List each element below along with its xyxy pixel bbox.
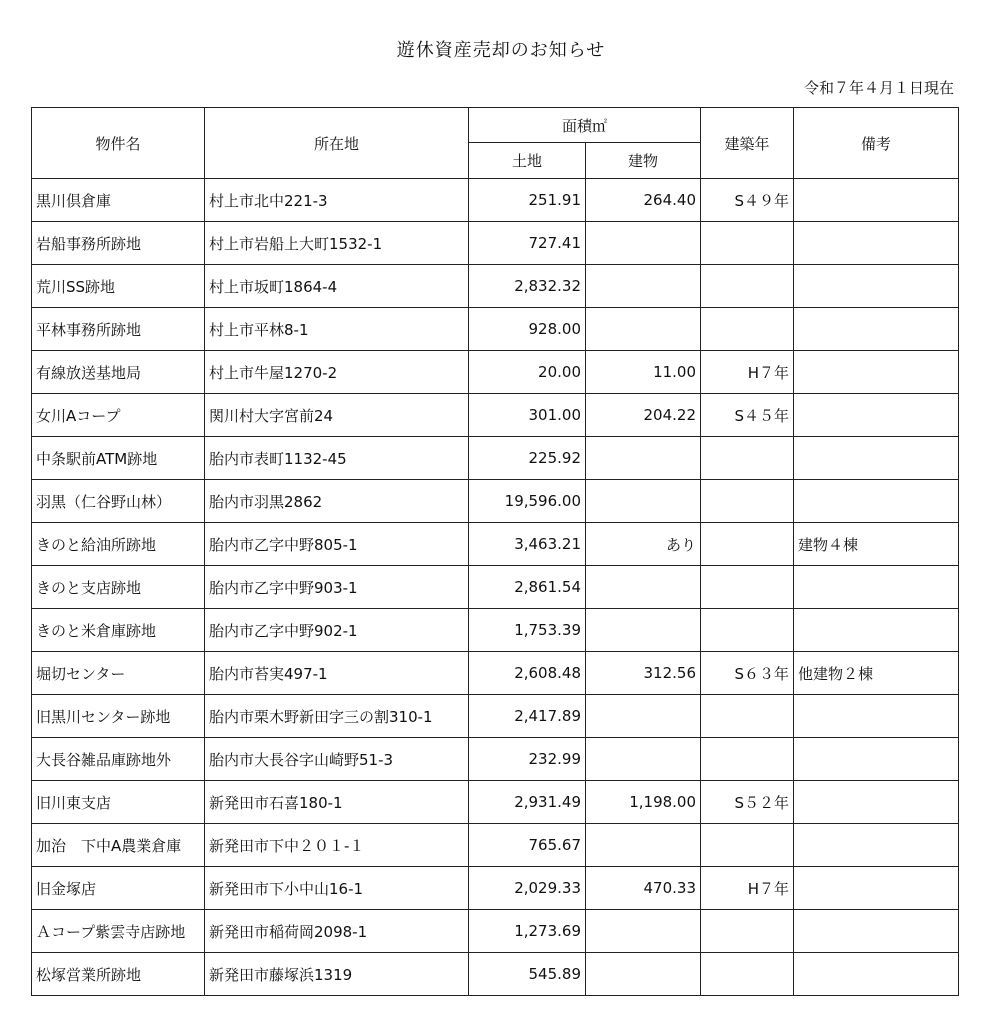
cell-building-area — [586, 738, 701, 781]
cell-land-area: 3,463.21 — [469, 523, 586, 566]
cell-building-area: 470.33 — [586, 867, 701, 910]
cell-location: 胎内市乙字中野903-1 — [205, 566, 469, 609]
cell-build-year: S５２年 — [701, 781, 794, 824]
cell-notes — [794, 824, 959, 867]
cell-building-area — [586, 953, 701, 996]
table-row — [32, 523, 959, 566]
header-area: 面積㎡ — [469, 108, 701, 143]
cell-land-area: 928.00 — [469, 308, 586, 351]
cell-building-area: 264.40 — [586, 179, 701, 222]
cell-name: 旧川東支店 — [32, 781, 205, 824]
cell-land-area: 19,596.00 — [469, 480, 586, 523]
cell-land-area: 1,753.39 — [469, 609, 586, 652]
cell-build-year — [701, 910, 794, 953]
cell-building-area: 11.00 — [586, 351, 701, 394]
cell-location: 胎内市乙字中野902-1 — [205, 609, 469, 652]
cell-build-year: S４９年 — [701, 179, 794, 222]
cell-location: 胎内市栗木野新田字三の割310-1 — [205, 695, 469, 738]
cell-building-area: 1,198.00 — [586, 781, 701, 824]
header-land: 土地 — [469, 143, 586, 179]
cell-location: 村上市坂町1864-4 — [205, 265, 469, 308]
table-row — [32, 910, 959, 953]
table-row — [32, 695, 959, 738]
cell-land-area: 2,029.33 — [469, 867, 586, 910]
table-row — [32, 394, 959, 437]
cell-notes — [794, 566, 959, 609]
cell-notes — [794, 781, 959, 824]
cell-location: 胎内市乙字中野805-1 — [205, 523, 469, 566]
cell-notes: 他建物２棟 — [794, 652, 959, 695]
cell-location: 村上市平林8-1 — [205, 308, 469, 351]
cell-build-year — [701, 437, 794, 480]
cell-location: 新発田市稲荷岡2098-1 — [205, 910, 469, 953]
cell-building-area: あり — [586, 523, 701, 566]
cell-building-area — [586, 222, 701, 265]
cell-build-year — [701, 695, 794, 738]
cell-notes — [794, 394, 959, 437]
cell-build-year: H７年 — [701, 351, 794, 394]
cell-land-area: 1,273.69 — [469, 910, 586, 953]
cell-name: きのと給油所跡地 — [32, 523, 205, 566]
cell-name: Ａコープ紫雲寺店跡地 — [32, 910, 205, 953]
cell-build-year — [701, 738, 794, 781]
cell-location: 胎内市表町1132-45 — [205, 437, 469, 480]
cell-notes — [794, 437, 959, 480]
cell-notes: 建物４棟 — [794, 523, 959, 566]
cell-name: 中条駅前ATM跡地 — [32, 437, 205, 480]
table-row — [32, 867, 959, 910]
cell-land-area: 765.67 — [469, 824, 586, 867]
cell-build-year — [701, 480, 794, 523]
table-row — [32, 308, 959, 351]
table-row — [32, 609, 959, 652]
cell-name: 堀切センター — [32, 652, 205, 695]
cell-location: 胎内市苔実497-1 — [205, 652, 469, 695]
cell-location: 村上市北中221-3 — [205, 179, 469, 222]
cell-name: きのと米倉庫跡地 — [32, 609, 205, 652]
cell-name: 旧黒川センター跡地 — [32, 695, 205, 738]
cell-build-year: S６３年 — [701, 652, 794, 695]
cell-notes — [794, 222, 959, 265]
cell-name: 松塚営業所跡地 — [32, 953, 205, 996]
header-building: 建物 — [586, 143, 701, 179]
cell-notes — [794, 953, 959, 996]
cell-build-year — [701, 953, 794, 996]
cell-location: 胎内市羽黒2862 — [205, 480, 469, 523]
cell-land-area: 232.99 — [469, 738, 586, 781]
cell-land-area: 2,832.32 — [469, 265, 586, 308]
cell-land-area: 2,608.48 — [469, 652, 586, 695]
cell-location: 関川村大字宮前24 — [205, 394, 469, 437]
header-year: 建築年 — [701, 108, 794, 179]
cell-build-year: H７年 — [701, 867, 794, 910]
cell-building-area — [586, 824, 701, 867]
cell-name: 平林事務所跡地 — [32, 308, 205, 351]
table-row — [32, 437, 959, 480]
page-title: 遊休資産売却のお知らせ — [396, 40, 606, 61]
cell-build-year — [701, 523, 794, 566]
cell-name: 岩船事務所跡地 — [32, 222, 205, 265]
cell-land-area: 251.91 — [469, 179, 586, 222]
table-row — [32, 738, 959, 781]
table-row — [32, 652, 959, 695]
cell-name: 加治 下中A農業倉庫 — [32, 824, 205, 867]
cell-name: 黒川倶倉庫 — [32, 179, 205, 222]
cell-build-year — [701, 566, 794, 609]
cell-location: 新発田市藤塚浜1319 — [205, 953, 469, 996]
table-row — [32, 566, 959, 609]
cell-notes — [794, 308, 959, 351]
cell-building-area — [586, 480, 701, 523]
cell-land-area: 2,861.54 — [469, 566, 586, 609]
cell-notes — [794, 738, 959, 781]
table-row — [32, 265, 959, 308]
cell-land-area: 301.00 — [469, 394, 586, 437]
table-row — [32, 480, 959, 523]
cell-name: 大長谷雑品庫跡地外 — [32, 738, 205, 781]
cell-notes — [794, 910, 959, 953]
cell-building-area — [586, 265, 701, 308]
table-row — [32, 953, 959, 996]
cell-name: 有線放送基地局 — [32, 351, 205, 394]
cell-name: 女川Aコープ — [32, 394, 205, 437]
cell-name: 荒川SS跡地 — [32, 265, 205, 308]
cell-notes — [794, 609, 959, 652]
cell-building-area — [586, 609, 701, 652]
cell-name: 羽黒（仁谷野山林） — [32, 480, 205, 523]
cell-notes — [794, 480, 959, 523]
cell-location: 新発田市石喜180-1 — [205, 781, 469, 824]
cell-name: 旧金塚店 — [32, 867, 205, 910]
cell-building-area — [586, 910, 701, 953]
table-row — [32, 351, 959, 394]
cell-land-area: 20.00 — [469, 351, 586, 394]
cell-land-area: 2,931.49 — [469, 781, 586, 824]
cell-building-area: 204.22 — [586, 394, 701, 437]
cell-building-area: 312.56 — [586, 652, 701, 695]
cell-location: 胎内市大長谷字山崎野51-3 — [205, 738, 469, 781]
table-row — [32, 222, 959, 265]
cell-notes — [794, 695, 959, 738]
cell-building-area — [586, 308, 701, 351]
cell-land-area: 545.89 — [469, 953, 586, 996]
as-of-date: 令和７年４月１日現在 — [803, 79, 954, 97]
cell-notes — [794, 179, 959, 222]
cell-notes — [794, 351, 959, 394]
cell-build-year — [701, 824, 794, 867]
table-row — [32, 781, 959, 824]
cell-land-area: 2,417.89 — [469, 695, 586, 738]
cell-name: きのと支店跡地 — [32, 566, 205, 609]
cell-building-area — [586, 566, 701, 609]
cell-build-year: S４５年 — [701, 394, 794, 437]
cell-build-year — [701, 308, 794, 351]
cell-build-year — [701, 609, 794, 652]
header-location: 所在地 — [205, 108, 469, 179]
cell-location: 村上市牛屋1270-2 — [205, 351, 469, 394]
asset-table — [31, 107, 959, 996]
cell-build-year — [701, 222, 794, 265]
header-name: 物件名 — [32, 108, 205, 179]
table-row — [32, 824, 959, 867]
cell-location: 村上市岩船上大町1532-1 — [205, 222, 469, 265]
cell-land-area: 225.92 — [469, 437, 586, 480]
cell-location: 新発田市下中２０１-１ — [205, 824, 469, 867]
header-notes: 備考 — [794, 108, 959, 179]
cell-building-area — [586, 695, 701, 738]
cell-building-area — [586, 437, 701, 480]
table-row — [32, 179, 959, 222]
cell-notes — [794, 867, 959, 910]
cell-land-area: 727.41 — [469, 222, 586, 265]
cell-location: 新発田市下小中山16-1 — [205, 867, 469, 910]
cell-build-year — [701, 265, 794, 308]
cell-notes — [794, 265, 959, 308]
